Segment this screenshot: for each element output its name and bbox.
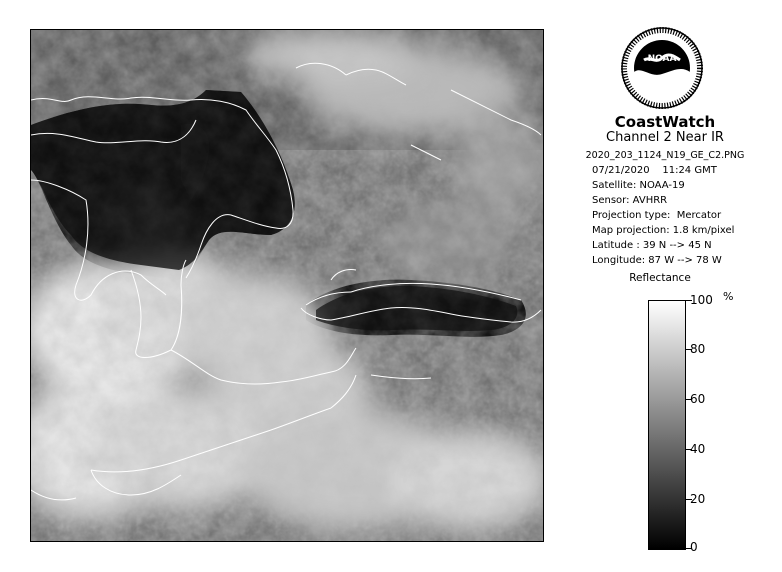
filename-text: 2020_203_1124_N19_GE_C2.PNG <box>585 150 745 161</box>
scale-tick-label: 20 <box>690 492 706 506</box>
datetime-text: 07/21/2020 11:24 GMT <box>592 165 717 176</box>
info-panel <box>560 18 770 558</box>
satellite-image <box>30 29 544 542</box>
channel-subtitle: Channel 2 Near IR <box>606 130 724 145</box>
scale-tick-label: 80 <box>690 342 706 356</box>
page-title: CoastWatch <box>614 113 716 131</box>
reflectance-colorbar <box>648 300 686 550</box>
scale-tick-label: 100 <box>690 293 713 307</box>
metadata-block <box>560 148 770 268</box>
satellite-text: Satellite: NOAA-19 <box>592 180 685 191</box>
noaa-logo <box>620 26 704 110</box>
scale-tick-label: 0 <box>690 540 698 554</box>
latitude-text: Latitude : 39 N --> 45 N <box>592 240 712 251</box>
scale-tick-label: 40 <box>690 442 706 456</box>
projection-type-text: Projection type: Mercator <box>592 210 722 221</box>
sensor-text: Sensor: AVHRR <box>592 195 668 206</box>
satellite-map <box>31 30 543 541</box>
scale-label: Reflectance <box>629 272 691 284</box>
scale-unit: % <box>723 290 734 303</box>
map-projection-text: Map projection: 1.8 km/pixel <box>592 225 735 236</box>
longitude-text: Longitude: 87 W --> 78 W <box>592 255 722 266</box>
scale-tick-label: 60 <box>690 392 706 406</box>
noaa-logo-text: NOAA <box>647 54 677 64</box>
